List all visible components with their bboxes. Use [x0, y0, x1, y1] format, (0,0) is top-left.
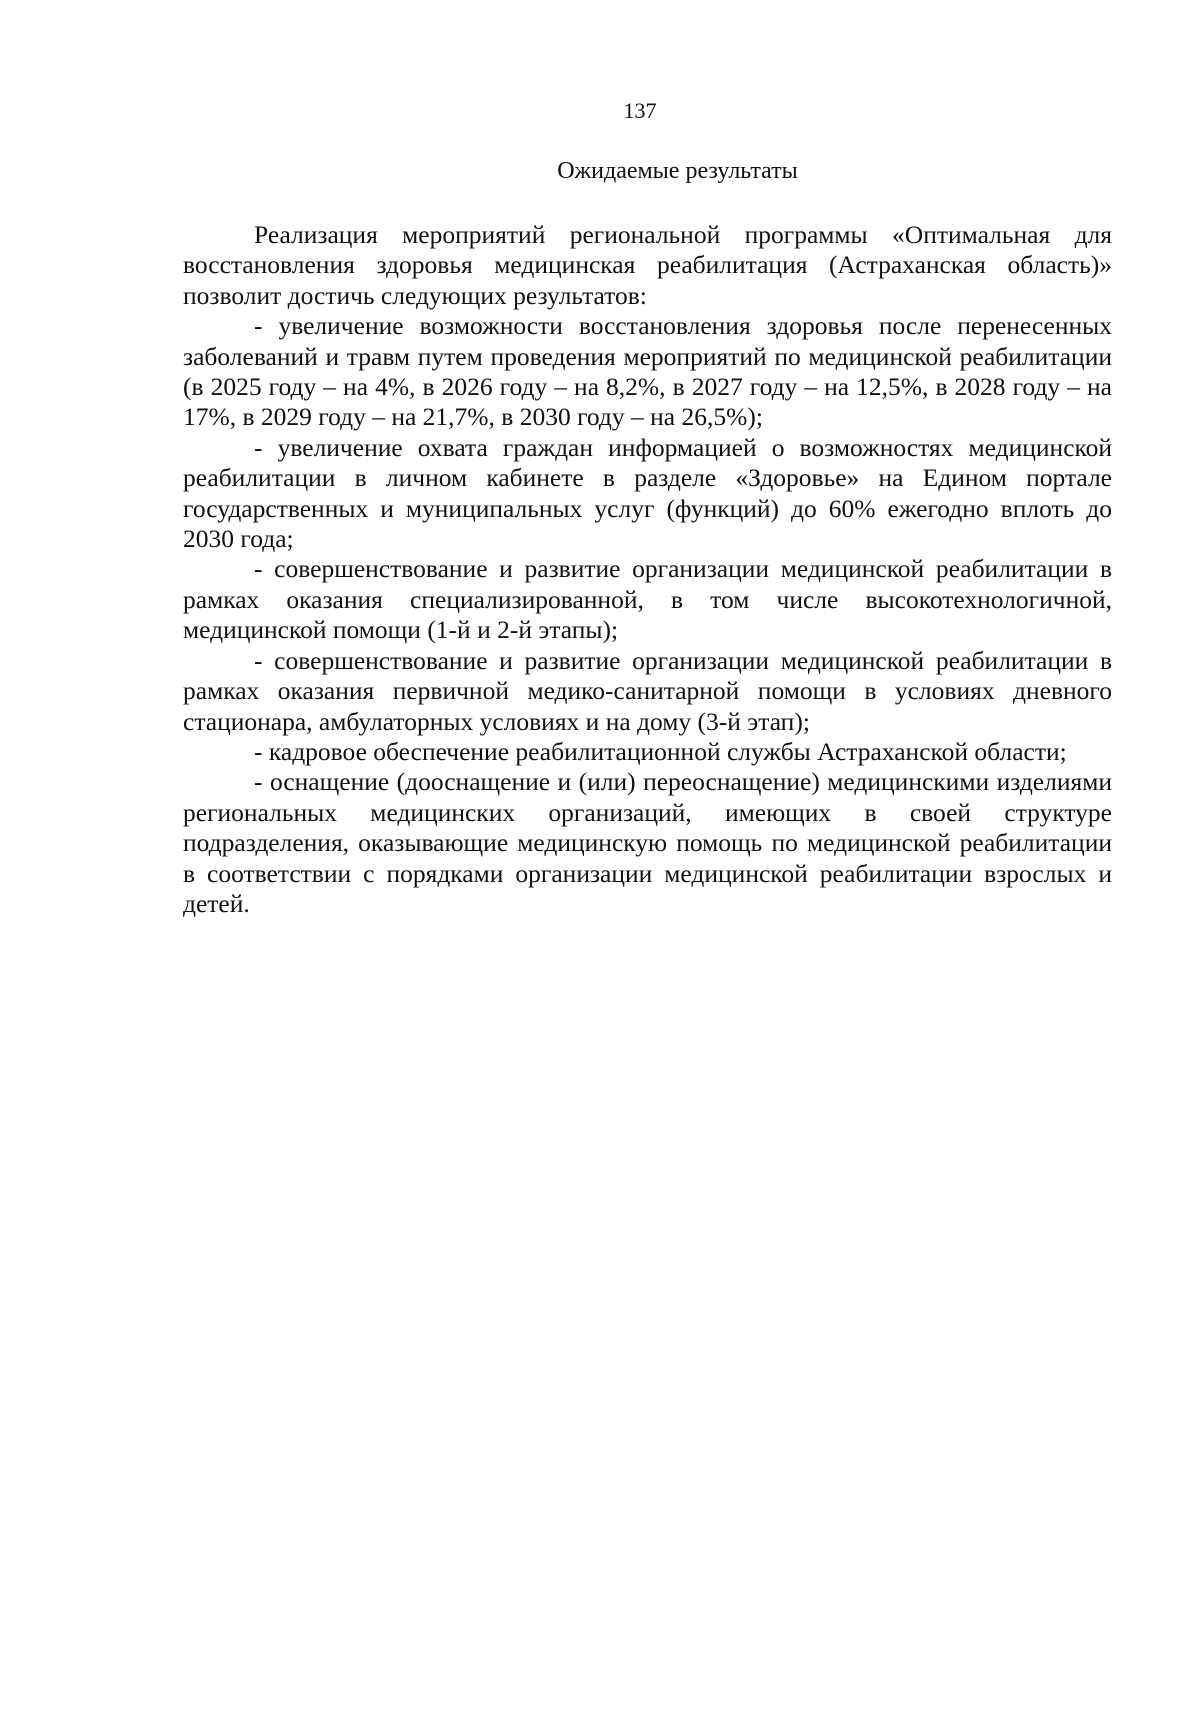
result-item-2: - увеличение охвата граждан информацией о возможностях медицинской реабилитации в личном кабинете в разделе «Здоровье» на Едином портале государственных и муниципальных услуг (функций) до 60% ежегодно вплоть до 2030 года; — [183, 432, 1112, 554]
result-item-3: - совершенствование и развитие организации медицинской реабилитации в рамках оказания специализированной, в том числе высокотехнологичной, медицинской помощи (1-й и 2-й этапы); — [183, 554, 1112, 645]
result-item-4: - совершенствование и развитие организации медицинской реабилитации в рамках оказания первичной медико-санитарной помощи в условиях дневного стационара, амбулаторных условиях и на дому (3-й этап); — [183, 645, 1112, 736]
result-item-5: - кадровое обеспечение реабилитационной службы Астраханской области; — [254, 736, 1067, 766]
section-heading: Ожидаемые результаты — [557, 158, 798, 184]
page-number: 137 — [623, 98, 657, 123]
document-body — [183, 220, 1112, 919]
result-item-6: - оснащение (дооснащение и (или) переоснащение) медицинскими изделиями региональных медицинских организаций, имеющих в своей структуре подразделения, оказывающие медицинскую помощь по медицинской реабилитации в соответствии с порядками организации медицинской реабилитации взрослых и детей. — [183, 767, 1112, 918]
result-item-1: - увеличение возможности восстановления здоровья после перенесенных заболеваний и травм путем проведения мероприятий по медицинской реабилитации (в 2025 году – на 4%, в 2026 году – на 8,2%, в 2027 году – на 12,5%, в 2028 году – на 17%, в 2029 году – на 21,7%, в 2030 году – на 26,5%); — [183, 311, 1112, 432]
intro-paragraph: Реализация мероприятий региональной программы «Оптимальная для восстановления здоровья медицинская реабилитация (Астраханская область)» позволит достичь следующих результатов: — [183, 220, 1112, 310]
